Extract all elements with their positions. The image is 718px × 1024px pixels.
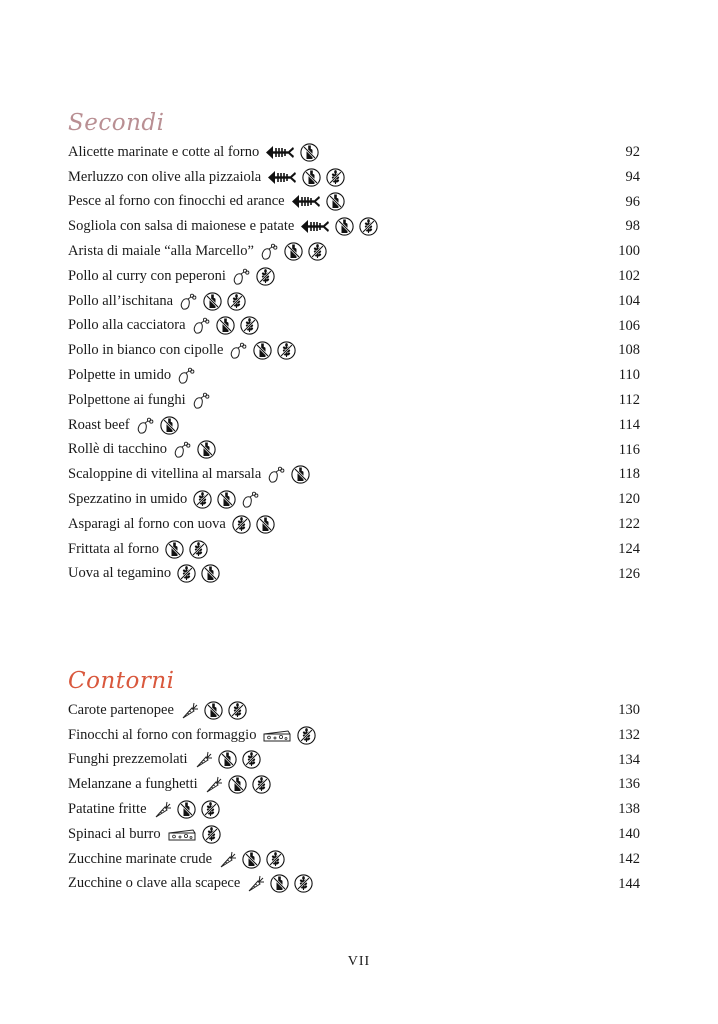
page-ref: 110 <box>618 367 640 384</box>
page-number: VII <box>347 954 371 969</box>
no-wheat-icon <box>294 874 313 893</box>
no-bottle-icon <box>300 143 319 162</box>
fish-icon <box>267 168 297 187</box>
fish-icon <box>265 143 295 162</box>
recipe-icons <box>262 726 316 745</box>
no-bottle-icon <box>256 515 275 534</box>
meat-icon <box>232 267 251 286</box>
section-title-contorni: Contorni <box>68 668 175 694</box>
recipe-icons <box>165 540 208 559</box>
page-ref: 112 <box>618 391 640 408</box>
list-item <box>68 190 640 215</box>
page-ref: 138 <box>618 801 640 818</box>
recipe-name: Asparagi al forno con uova <box>68 515 226 532</box>
fish-icon <box>300 217 330 236</box>
meat-icon <box>192 391 211 410</box>
list-item <box>68 165 640 190</box>
cheese-icon <box>262 726 292 745</box>
list-item <box>68 462 640 487</box>
recipe-icons <box>267 168 345 187</box>
list-item <box>68 438 640 463</box>
meat-icon <box>267 465 286 484</box>
no-wheat-icon <box>232 515 251 534</box>
list-item <box>68 140 640 165</box>
no-wheat-icon <box>326 168 345 187</box>
page-ref: 106 <box>618 317 640 334</box>
no-bottle-icon <box>228 775 247 794</box>
page-ref: 134 <box>618 751 640 768</box>
meat-icon <box>136 416 155 435</box>
meat-icon <box>241 490 260 509</box>
page-ref: 120 <box>618 491 640 508</box>
recipe-icons <box>204 775 271 794</box>
meat-icon <box>260 242 279 261</box>
list-item <box>68 822 640 847</box>
list-item <box>68 338 640 363</box>
recipe-name: Roast beef <box>68 416 130 433</box>
no-wheat-icon <box>228 701 247 720</box>
page-ref: 144 <box>618 875 640 892</box>
recipe-name: Uova al tegamino <box>68 565 172 582</box>
no-wheat-icon <box>297 726 316 745</box>
no-bottle-icon <box>284 242 303 261</box>
page-ref: 130 <box>618 702 640 718</box>
recipe-icons <box>300 217 378 236</box>
recipe-icons <box>153 800 220 819</box>
recipe-name: Pollo in bianco con cipolle <box>68 342 224 359</box>
recipe-name: Pollo al curry con peperoni <box>68 267 226 284</box>
no-wheat-icon <box>177 564 196 583</box>
list-item <box>68 289 640 314</box>
carrot-icon <box>204 775 223 794</box>
meat-icon <box>179 292 198 311</box>
page-ref: 132 <box>618 726 640 743</box>
page-ref: 124 <box>618 540 640 557</box>
carrot-icon <box>218 850 237 869</box>
no-wheat-icon <box>240 316 259 335</box>
recipe-name: Zucchine marinate crude <box>68 850 213 867</box>
no-bottle-icon <box>218 750 237 769</box>
meat-icon <box>173 440 192 459</box>
no-wheat-icon <box>252 775 271 794</box>
recipe-icons <box>192 316 259 335</box>
recipe-name: Sogliola con salsa di maionese e patate <box>68 218 295 235</box>
carrot-icon <box>246 874 265 893</box>
page-ref: 96 <box>625 193 640 210</box>
secondi-list <box>68 140 640 586</box>
recipe-icons <box>232 267 275 286</box>
page-ref: 114 <box>618 416 640 433</box>
no-bottle-icon <box>217 490 236 509</box>
recipe-icons <box>173 440 216 459</box>
page-ref: 92 <box>625 144 640 160</box>
page-ref: 98 <box>625 218 640 235</box>
no-wheat-icon <box>202 825 221 844</box>
recipe-icons <box>291 192 345 211</box>
recipe-name: Finocchi al forno con formaggio <box>68 726 257 743</box>
list-item <box>68 388 640 413</box>
list-item <box>68 264 640 289</box>
recipe-name: Frittata al forno <box>68 540 160 557</box>
recipe-name: Funghi prezzemolati <box>68 751 188 768</box>
list-item <box>68 872 640 897</box>
no-bottle-icon <box>203 292 222 311</box>
no-wheat-icon <box>308 242 327 261</box>
fish-icon <box>291 192 321 211</box>
carrot-icon <box>153 800 172 819</box>
no-wheat-icon <box>193 490 212 509</box>
page-ref: 118 <box>618 466 640 483</box>
no-bottle-icon <box>177 800 196 819</box>
recipe-icons <box>265 143 319 162</box>
list-item <box>68 797 640 822</box>
recipe-icons <box>177 366 196 385</box>
page-ref: 142 <box>618 850 640 867</box>
carrot-icon <box>194 750 213 769</box>
recipe-name: Carote partenopee <box>68 701 174 718</box>
no-wheat-icon <box>277 341 296 360</box>
page-ref: 94 <box>625 168 640 185</box>
list-item <box>68 537 640 562</box>
page-ref: 104 <box>618 292 640 309</box>
list-item <box>68 772 640 797</box>
meat-icon <box>229 341 248 360</box>
recipe-icons <box>246 874 313 893</box>
recipe-name: Spezzatino in umido <box>68 491 188 508</box>
list-item <box>68 413 640 438</box>
recipe-icons <box>167 825 221 844</box>
page-ref: 100 <box>618 243 640 260</box>
recipe-icons <box>193 490 260 509</box>
no-bottle-icon <box>197 440 216 459</box>
secondi-section <box>68 106 640 586</box>
recipe-icons <box>229 341 296 360</box>
page-ref: 140 <box>618 825 640 842</box>
list-item <box>68 314 640 339</box>
no-bottle-icon <box>302 168 321 187</box>
no-wheat-icon <box>201 800 220 819</box>
recipe-icons <box>180 701 247 720</box>
no-bottle-icon <box>165 540 184 559</box>
list-item <box>68 239 640 264</box>
recipe-name: Merluzzo con olive alla pizzaiola <box>68 168 262 185</box>
no-wheat-icon <box>256 267 275 286</box>
no-bottle-icon <box>201 564 220 583</box>
recipe-icons <box>177 564 220 583</box>
recipe-name: Polpettone ai funghi <box>68 391 186 408</box>
recipe-icons <box>260 242 327 261</box>
recipe-icons <box>232 515 275 534</box>
no-wheat-icon <box>359 217 378 236</box>
page-ref: 136 <box>618 776 640 793</box>
no-wheat-icon <box>227 292 246 311</box>
recipe-name: Spinaci al burro <box>68 825 161 842</box>
page-ref: 108 <box>618 342 640 359</box>
recipe-name: Arista di maiale “alla Marcello” <box>68 243 254 260</box>
no-bottle-icon <box>216 316 235 335</box>
meat-icon <box>177 366 196 385</box>
no-bottle-icon <box>204 701 223 720</box>
recipe-name: Polpette in umido <box>68 367 172 384</box>
no-bottle-icon <box>335 217 354 236</box>
no-wheat-icon <box>266 850 285 869</box>
list-item <box>68 562 640 587</box>
no-bottle-icon <box>270 874 289 893</box>
no-bottle-icon <box>326 192 345 211</box>
recipe-icons <box>179 292 246 311</box>
page-ref: 102 <box>618 267 640 284</box>
recipe-name: Pollo alla cacciatora <box>68 317 186 334</box>
recipe-name: Pesce al forno con finocchi ed arance <box>68 193 285 210</box>
list-item <box>68 847 640 872</box>
page-ref: 126 <box>618 565 640 582</box>
no-bottle-icon <box>291 465 310 484</box>
list-item <box>68 512 640 537</box>
no-wheat-icon <box>242 750 261 769</box>
recipe-icons <box>267 465 310 484</box>
carrot-icon <box>180 701 199 720</box>
recipe-name: Patatine fritte <box>68 801 147 818</box>
recipe-name: Alicette marinate e cotte al forno <box>68 143 260 160</box>
recipe-name: Zucchine o clave alla scapece <box>68 875 241 892</box>
no-bottle-icon <box>253 341 272 360</box>
contorni-section <box>68 664 640 896</box>
recipe-name: Melanzane a funghetti <box>68 776 198 793</box>
recipe-name: Pollo all’ischitana <box>68 292 174 309</box>
recipe-icons <box>194 750 261 769</box>
no-bottle-icon <box>242 850 261 869</box>
list-item <box>68 698 640 723</box>
no-wheat-icon <box>189 540 208 559</box>
page-ref: 122 <box>618 515 640 532</box>
recipe-icons <box>136 416 179 435</box>
list-item <box>68 748 640 773</box>
list-item <box>68 723 640 748</box>
recipe-icons <box>218 850 285 869</box>
cheese-icon <box>167 825 197 844</box>
section-title-secondi: Secondi <box>68 110 165 136</box>
recipe-name: Rollè di tacchino <box>68 441 168 458</box>
recipe-icons <box>192 391 211 410</box>
no-bottle-icon <box>160 416 179 435</box>
meat-icon <box>192 316 211 335</box>
contorni-list <box>68 698 640 896</box>
recipe-name: Scaloppine di vitellina al marsala <box>68 466 262 483</box>
list-item <box>68 214 640 239</box>
page-ref: 116 <box>618 441 640 458</box>
list-item <box>68 487 640 512</box>
list-item <box>68 363 640 388</box>
